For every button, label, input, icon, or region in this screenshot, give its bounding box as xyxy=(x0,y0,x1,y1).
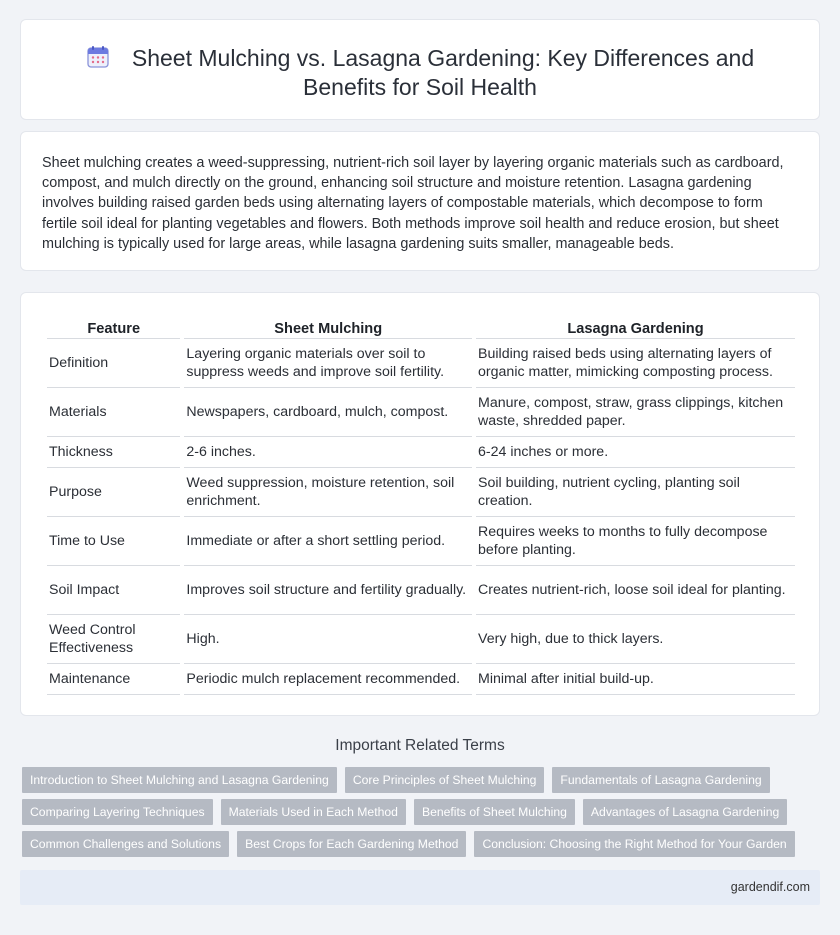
header-lasagna-gardening: Lasagna Gardening xyxy=(476,314,795,339)
row-lasagna-gardening: Creates nutrient-rich, loose soil ideal for planting. xyxy=(476,566,795,615)
related-term-tag[interactable]: Introduction to Sheet Mulching and Lasagna Gardening xyxy=(22,767,337,793)
table-row xyxy=(47,517,795,566)
row-sheet-mulching: Improves soil structure and fertility gradually. xyxy=(184,566,472,615)
row-feature: Materials xyxy=(47,388,180,437)
table-row xyxy=(47,437,795,468)
intro-card xyxy=(20,131,820,271)
related-term-tag[interactable]: Core Principles of Sheet Mulching xyxy=(345,767,545,793)
related-term-tag[interactable]: Fundamentals of Lasagna Gardening xyxy=(552,767,769,793)
row-lasagna-gardening: Building raised beds using alternating layers of organic matter, mimicking composting process. xyxy=(476,339,795,388)
row-feature: Purpose xyxy=(47,468,180,517)
related-term-tag[interactable]: Advantages of Lasagna Gardening xyxy=(583,799,787,825)
header-feature: Feature xyxy=(47,314,180,339)
table-row xyxy=(47,388,795,437)
row-feature: Weed Control Effectiveness xyxy=(47,615,180,664)
intro-paragraph: Sheet mulching creates a weed-suppressing, nutrient-rich soil layer by layering organic materials such as cardboard, compost, and mulch directly on the ground, enhancing soil structure and moisture retention. Lasagna gardening involves building raised garden beds using alternating layers of compostable materials, which decompose to form fertile soil ideal for planting vegetables and flowers. Both methods improve soil health and reduce erosion, but sheet mulching is typically used for large areas, while lasagna gardening suits smaller, manageable beds. xyxy=(42,155,784,252)
table-row xyxy=(47,615,795,664)
related-terms-heading: Important Related Terms xyxy=(335,737,505,754)
footer-site-link[interactable]: gardendif.com xyxy=(730,880,810,894)
table-row xyxy=(47,339,795,388)
related-term-tag[interactable]: Benefits of Sheet Mulching xyxy=(414,799,575,825)
row-lasagna-gardening: 6-24 inches or more. xyxy=(476,437,795,468)
row-sheet-mulching: High. xyxy=(184,615,472,664)
table-row xyxy=(47,468,795,517)
row-sheet-mulching: 2-6 inches. xyxy=(184,437,472,468)
related-term-tag[interactable]: Comparing Layering Techniques xyxy=(22,799,213,825)
row-lasagna-gardening: Requires weeks to months to fully decompose before planting. xyxy=(476,517,795,566)
page-title xyxy=(21,44,819,102)
row-feature: Maintenance xyxy=(47,664,180,695)
related-terms-list xyxy=(22,767,822,863)
table-row xyxy=(47,664,795,695)
calendar-icon xyxy=(86,45,110,69)
header-sheet-mulching: Sheet Mulching xyxy=(184,314,472,339)
title-card xyxy=(20,19,820,120)
row-sheet-mulching: Weed suppression, moisture retention, soil enrichment. xyxy=(184,468,472,517)
row-lasagna-gardening: Very high, due to thick layers. xyxy=(476,615,795,664)
row-sheet-mulching: Periodic mulch replacement recommended. xyxy=(184,664,472,695)
footer xyxy=(20,870,820,905)
related-term-tag[interactable]: Best Crops for Each Gardening Method xyxy=(237,831,466,857)
row-sheet-mulching: Newspapers, cardboard, mulch, compost. xyxy=(184,388,472,437)
row-sheet-mulching: Layering organic materials over soil to suppress weeds and improve soil fertility. xyxy=(184,339,472,388)
row-sheet-mulching: Immediate or after a short settling period. xyxy=(184,517,472,566)
row-feature: Thickness xyxy=(47,437,180,468)
table-row xyxy=(47,566,795,615)
row-feature: Definition xyxy=(47,339,180,388)
related-term-tag[interactable]: Materials Used in Each Method xyxy=(221,799,406,825)
row-lasagna-gardening: Manure, compost, straw, grass clippings, kitchen waste, shredded paper. xyxy=(476,388,795,437)
row-lasagna-gardening: Minimal after initial build-up. xyxy=(476,664,795,695)
comparison-card xyxy=(20,292,820,716)
table-header-row xyxy=(47,314,795,339)
row-lasagna-gardening: Soil building, nutrient cycling, planting soil creation. xyxy=(476,468,795,517)
comparison-table xyxy=(43,314,799,695)
row-feature: Soil Impact xyxy=(47,566,180,615)
page-title-text: Sheet Mulching vs. Lasagna Gardening: Key Differences and Benefits for Soil Health xyxy=(131,45,755,100)
related-term-tag[interactable]: Conclusion: Choosing the Right Method for Your Garden xyxy=(474,831,794,857)
related-term-tag[interactable]: Common Challenges and Solutions xyxy=(22,831,229,857)
row-feature: Time to Use xyxy=(47,517,180,566)
